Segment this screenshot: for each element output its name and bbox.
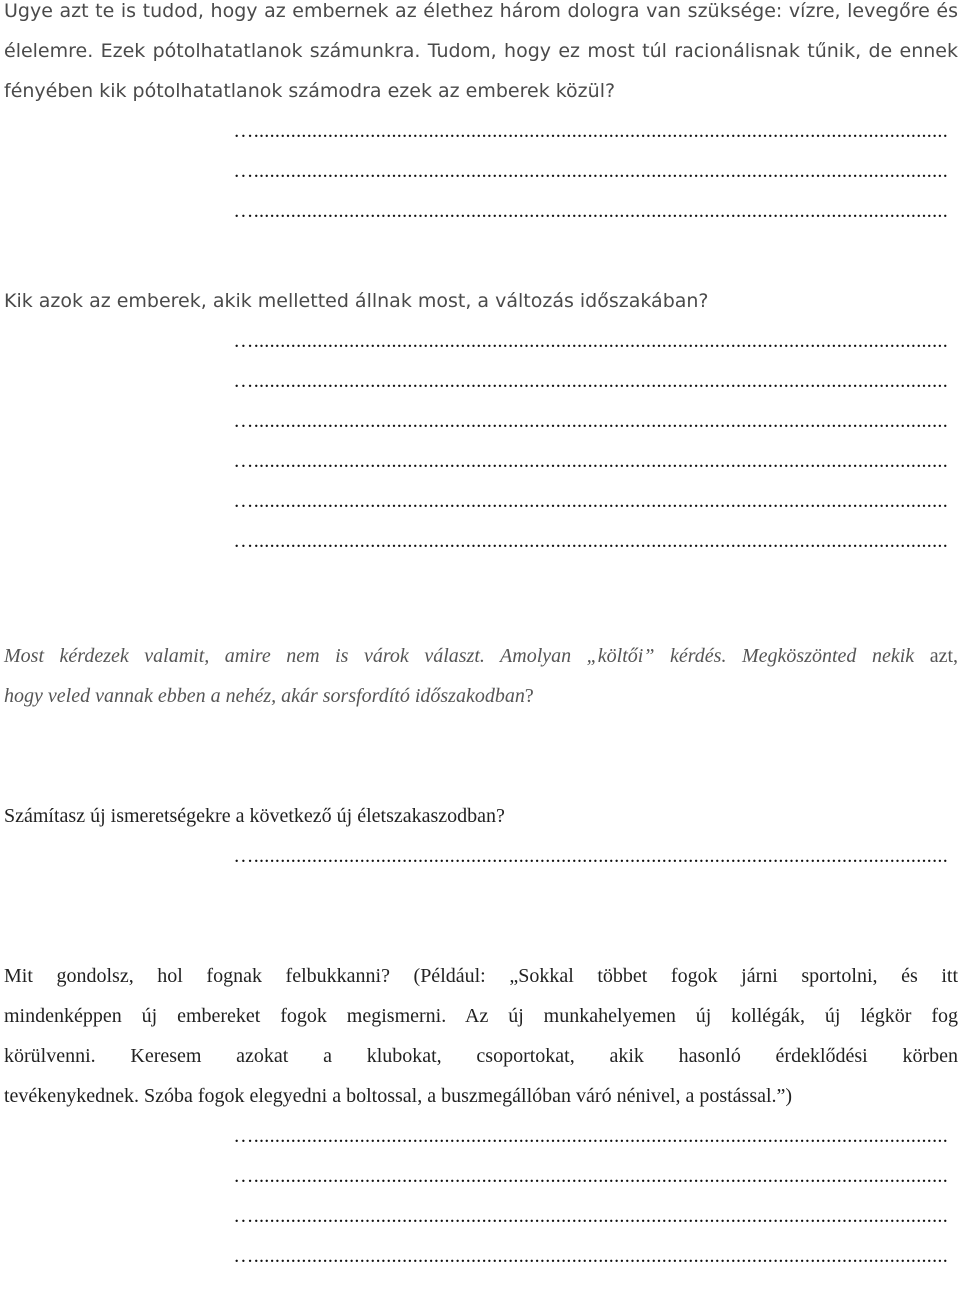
answer-line[interactable]: …................................................................................................................................... [233,1205,948,1227]
question-where-line-3: körülvenni. Keresem azokat a klubokat, csoportokat, akik hasonló érdeklődési körben [4,1045,958,1067]
question-poetic-line-2 [4,676,958,716]
answer-line[interactable]: …................................................................................................................................... [233,490,948,512]
answer-line[interactable]: …................................................................................................................................... [233,160,948,182]
question-where-line-2: mindenképpen új embereket fogok megismerni. Az új munkahelyemen új kollégák, új légkör fog [4,1005,958,1027]
question-poetic-part-2: azt, [914,645,959,667]
question-poetic-part-1: Most kérdezek valamit, amire nem is várok választ. Amolyan „költői” kérdés. Megköszönted nekik [4,645,915,667]
answer-line[interactable]: …................................................................................................................................... [233,120,948,142]
question-poetic-line-1 [4,636,958,676]
answer-line[interactable]: …................................................................................................................................... [233,450,948,472]
intro-line-2: élelemre. Ezek pótolhatatlanok számunkra. Tudom, hogy ez most túl racionálisnak tűnik, de ennek [4,40,958,62]
question-poetic-part-4: ? [524,685,534,707]
question-poetic [4,636,958,716]
question-where-line-1: Mit gondolsz, hol fognak felbukkanni? (Például: „Sokkal többet fogok járni sportolni, és itt [4,965,958,987]
intro-question: fényében kik pótolhatatlanok számodra ezek az emberek közül? [4,80,616,102]
answer-line[interactable]: …................................................................................................................................... [233,410,948,432]
question-poetic-part-3: hogy veled vannak ebben a nehéz, akár sorsfordító időszakodban [4,685,525,707]
intro-paragraph [4,0,958,111]
answer-line[interactable]: …................................................................................................................................... [233,370,948,392]
worksheet [4,0,958,1276]
answer-line[interactable]: …................................................................................................................................... [233,845,948,867]
question-beside: Kik azok az emberek, akik melletted állnak most, a változás időszakában? [4,290,709,312]
answer-line[interactable]: …................................................................................................................................... [233,1165,948,1187]
question-where-line-4: tevékenykednek. Szóba fogok elegyedni a boltossal, a buszmegállóban váró nénivel, a postással.”) [4,1085,793,1107]
question-new-acquaintances: Számítasz új ismeretségekre a következő új életszakaszodban? [4,805,505,827]
answer-line[interactable]: …................................................................................................................................... [233,330,948,352]
answer-line[interactable]: …................................................................................................................................... [233,200,948,222]
answer-line[interactable]: …................................................................................................................................... [233,1245,948,1267]
intro-line-1: Ugye azt te is tudod, hogy az embernek az élethez három dologra van szüksége: vízre, levegőre és [4,0,958,22]
answer-line[interactable]: …................................................................................................................................... [233,530,948,552]
answer-line[interactable]: …................................................................................................................................... [233,1125,948,1147]
question-where [4,956,958,1116]
